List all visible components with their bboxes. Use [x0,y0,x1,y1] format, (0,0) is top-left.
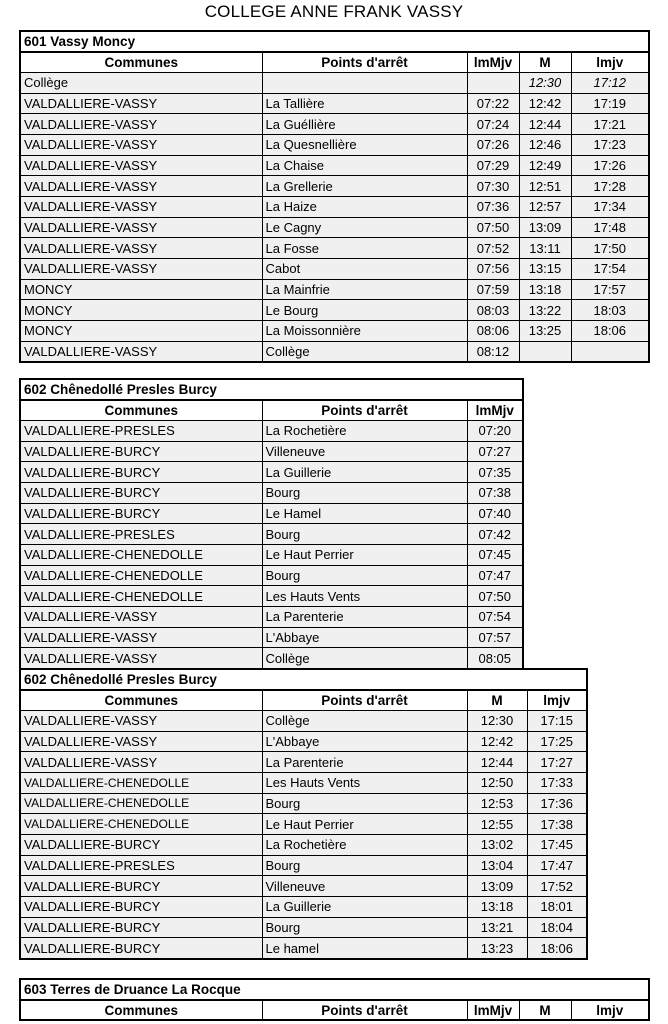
time-cell [519,341,571,362]
table-row [20,917,587,938]
stop-cell: La Rochetière [262,420,467,441]
time-cell: 17:12 [571,72,649,93]
time-cell: 07:54 [467,607,523,628]
time-cell: 07:50 [467,586,523,607]
table-row [20,341,649,362]
stop-cell: La Guillerie [262,897,467,918]
column-header: Points d'arrêt [262,52,467,73]
time-cell: 07:45 [467,545,523,566]
table-row [20,545,523,566]
time-cell: 12:44 [519,114,571,135]
time-cell: 17:50 [571,238,649,259]
time-cell: 07:35 [467,462,523,483]
time-cell: 12:51 [519,176,571,197]
time-cell: 18:01 [527,897,587,918]
table-row [20,938,587,959]
time-cell: 12:30 [467,710,527,731]
table-row [20,835,587,856]
line-title: 602 Chênedollé Presles Burcy [20,669,587,690]
column-header: lmMjv [467,400,523,421]
commune-cell: VALDALLIERE-VASSY [20,134,262,155]
time-cell: 07:27 [467,441,523,462]
time-cell: 18:04 [527,917,587,938]
stop-cell: La Mainfrie [262,279,467,300]
stop-cell: La Rochetière [262,835,467,856]
time-cell: 13:18 [519,279,571,300]
time-cell: 17:15 [527,710,587,731]
time-cell: 17:48 [571,217,649,238]
time-cell: 12:42 [467,731,527,752]
time-cell: 17:47 [527,855,587,876]
commune-cell: VALDALLIERE-PRESLES [20,420,262,441]
line-title: 603 Terres de Druance La Rocque [20,979,649,1000]
commune-cell: VALDALLIERE-CHENEDOLLE [20,793,262,814]
table-row [20,259,649,280]
commune-cell: VALDALLIERE-CHENEDOLLE [20,814,262,835]
table-row [20,586,523,607]
time-cell: 07:20 [467,420,523,441]
commune-cell: VALDALLIERE-VASSY [20,731,262,752]
time-cell: 08:12 [467,341,519,362]
table-row [20,772,587,793]
time-cell: 17:45 [527,835,587,856]
commune-cell: VALDALLIERE-VASSY [20,93,262,114]
commune-cell: VALDALLIERE-VASSY [20,217,262,238]
time-cell: 17:23 [571,134,649,155]
commune-cell: VALDALLIERE-VASSY [20,176,262,197]
commune-cell: VALDALLIERE-CHENEDOLLE [20,772,262,793]
column-header: lmjv [571,1000,649,1021]
time-cell [467,72,519,93]
commune-cell: VALDALLIERE-BURCY [20,482,262,503]
time-cell: 17:25 [527,731,587,752]
table-row [20,482,523,503]
time-cell: 13:09 [519,217,571,238]
time-cell: 12:49 [519,155,571,176]
time-cell: 07:52 [467,238,519,259]
time-cell: 17:54 [571,259,649,280]
time-cell: 17:28 [571,176,649,197]
stop-cell: La Moissonnière [262,321,467,342]
time-cell: 13:18 [467,897,527,918]
time-cell: 13:02 [467,835,527,856]
column-header: lmMjv [467,1000,519,1021]
table-row [20,420,523,441]
commune-cell: VALDALLIERE-BURCY [20,441,262,462]
stop-cell: La Parenterie [262,752,467,773]
time-cell: 12:55 [467,814,527,835]
stop-cell: Bourg [262,855,467,876]
table-row [20,176,649,197]
commune-cell: VALDALLIERE-VASSY [20,197,262,218]
commune-cell: VALDALLIERE-VASSY [20,238,262,259]
commune-cell: VALDALLIERE-VASSY [20,710,262,731]
time-cell: 12:46 [519,134,571,155]
table-row [20,752,587,773]
stop-cell: Les Hauts Vents [262,586,467,607]
table-row [20,462,523,483]
commune-cell: VALDALLIERE-PRESLES [20,524,262,545]
time-cell: 07:22 [467,93,519,114]
column-header-row [20,52,649,73]
commune-cell: VALDALLIERE-BURCY [20,897,262,918]
stop-cell: Bourg [262,917,467,938]
time-cell: 17:36 [527,793,587,814]
table-row [20,897,587,918]
time-cell: 17:33 [527,772,587,793]
table-row [20,93,649,114]
line-title: 602 Chênedollé Presles Burcy [20,379,523,400]
commune-cell: VALDALLIERE-CHENEDOLLE [20,545,262,566]
line-header-row [20,31,649,52]
column-header: Communes [20,690,262,711]
commune-cell: VALDALLIERE-BURCY [20,917,262,938]
stop-cell: Bourg [262,565,467,586]
stop-cell: Bourg [262,482,467,503]
column-header-row [20,1000,649,1021]
commune-cell: MONCY [20,279,262,300]
column-header: Communes [20,400,262,421]
table-row [20,855,587,876]
time-cell: 12:44 [467,752,527,773]
stop-cell: La Guéllière [262,114,467,135]
time-cell: 07:56 [467,259,519,280]
commune-cell: VALDALLIERE-VASSY [20,752,262,773]
column-header: M [467,690,527,711]
time-cell: 17:26 [571,155,649,176]
commune-cell: Collège [20,72,262,93]
stop-cell [262,72,467,93]
table-row [20,72,649,93]
schedule-table-602-morning [19,378,524,670]
column-header: Points d'arrêt [262,400,467,421]
stop-cell: La Tallière [262,93,467,114]
table-row [20,279,649,300]
stop-cell: La Parenterie [262,607,467,628]
schedule-table-603 [19,978,650,1021]
table-row [20,217,649,238]
table-row [20,565,523,586]
time-cell: 12:30 [519,72,571,93]
time-cell: 17:21 [571,114,649,135]
column-header: lmjv [527,690,587,711]
commune-cell: VALDALLIERE-BURCY [20,876,262,897]
stop-cell: La Fosse [262,238,467,259]
time-cell: 17:52 [527,876,587,897]
stop-cell: Le Cagny [262,217,467,238]
column-header: Communes [20,1000,262,1021]
commune-cell: VALDALLIERE-VASSY [20,259,262,280]
line-title: 601 Vassy Moncy [20,31,649,52]
stop-cell: L'Abbaye [262,731,467,752]
time-cell: 18:06 [571,321,649,342]
time-cell: 17:57 [571,279,649,300]
commune-cell: VALDALLIERE-VASSY [20,114,262,135]
time-cell: 07:26 [467,134,519,155]
time-cell: 17:27 [527,752,587,773]
stop-cell: Cabot [262,259,467,280]
time-cell: 13:21 [467,917,527,938]
stop-cell: Bourg [262,793,467,814]
commune-cell: MONCY [20,321,262,342]
time-cell: 12:50 [467,772,527,793]
table-row [20,134,649,155]
time-cell: 13:15 [519,259,571,280]
time-cell: 07:30 [467,176,519,197]
time-cell: 07:29 [467,155,519,176]
time-cell: 07:40 [467,503,523,524]
line-header-row [20,669,587,690]
line-header-row [20,979,649,1000]
time-cell: 13:11 [519,238,571,259]
time-cell: 08:05 [467,648,523,669]
table-row [20,793,587,814]
line-header-row [20,379,523,400]
stop-cell: Le Hamel [262,503,467,524]
stop-cell: L'Abbaye [262,627,467,648]
stop-cell: Les Hauts Vents [262,772,467,793]
commune-cell: VALDALLIERE-PRESLES [20,855,262,876]
time-cell: 13:04 [467,855,527,876]
stop-cell: Bourg [262,524,467,545]
table-row [20,114,649,135]
table-row [20,155,649,176]
table-row [20,731,587,752]
commune-cell: VALDALLIERE-VASSY [20,341,262,362]
time-cell: 12:57 [519,197,571,218]
time-cell: 18:03 [571,300,649,321]
table-row [20,710,587,731]
table-row [20,524,523,545]
time-cell: 07:24 [467,114,519,135]
stop-cell: La Grellerie [262,176,467,197]
commune-cell: VALDALLIERE-VASSY [20,155,262,176]
table-row [20,300,649,321]
commune-cell: VALDALLIERE-CHENEDOLLE [20,565,262,586]
commune-cell: VALDALLIERE-CHENEDOLLE [20,586,262,607]
stop-cell: Le Haut Perrier [262,545,467,566]
column-header: lmjv [571,52,649,73]
column-header: lmMjv [467,52,519,73]
stop-cell: Villeneuve [262,441,467,462]
time-cell: 07:59 [467,279,519,300]
document-title: COLLEGE ANNE FRANK VASSY [204,2,464,21]
time-cell: 12:53 [467,793,527,814]
column-header: Communes [20,52,262,73]
commune-cell: VALDALLIERE-BURCY [20,503,262,524]
table-row [20,876,587,897]
table-row [20,321,649,342]
time-cell [571,341,649,362]
column-header-row [20,400,523,421]
stop-cell: Le hamel [262,938,467,959]
column-header-row [20,690,587,711]
commune-cell: VALDALLIERE-VASSY [20,627,262,648]
time-cell: 07:57 [467,627,523,648]
time-cell: 13:09 [467,876,527,897]
table-row [20,197,649,218]
time-cell: 08:06 [467,321,519,342]
stop-cell: La Haize [262,197,467,218]
time-cell: 07:47 [467,565,523,586]
time-cell: 07:38 [467,482,523,503]
time-cell: 17:34 [571,197,649,218]
schedule-table-602-afternoon [19,668,588,960]
commune-cell: VALDALLIERE-BURCY [20,835,262,856]
table-row [20,627,523,648]
time-cell: 13:22 [519,300,571,321]
time-cell: 18:06 [527,938,587,959]
time-cell: 13:25 [519,321,571,342]
table-row [20,607,523,628]
table-row [20,441,523,462]
stop-cell: Villeneuve [262,876,467,897]
table-row [20,238,649,259]
time-cell: 17:19 [571,93,649,114]
stop-cell: La Guillerie [262,462,467,483]
table-row [20,648,523,669]
stop-cell: La Quesnellière [262,134,467,155]
stop-cell: Le Haut Perrier [262,814,467,835]
commune-cell: VALDALLIERE-VASSY [20,607,262,628]
stop-cell: Le Bourg [262,300,467,321]
time-cell: 07:36 [467,197,519,218]
column-header: M [519,1000,571,1021]
table-row [20,503,523,524]
commune-cell: VALDALLIERE-BURCY [20,462,262,483]
time-cell: 12:42 [519,93,571,114]
time-cell: 13:23 [467,938,527,959]
time-cell: 08:03 [467,300,519,321]
stop-cell: La Chaise [262,155,467,176]
time-cell: 17:38 [527,814,587,835]
table-row [20,814,587,835]
commune-cell: VALDALLIERE-VASSY [20,648,262,669]
stop-cell: Collège [262,648,467,669]
time-cell: 07:42 [467,524,523,545]
schedule-table-601 [19,30,650,363]
column-header: Points d'arrêt [262,690,467,711]
commune-cell: MONCY [20,300,262,321]
time-cell: 07:50 [467,217,519,238]
commune-cell: VALDALLIERE-BURCY [20,938,262,959]
stop-cell: Collège [262,710,467,731]
column-header: M [519,52,571,73]
stop-cell: Collège [262,341,467,362]
column-header: Points d'arrêt [262,1000,467,1021]
